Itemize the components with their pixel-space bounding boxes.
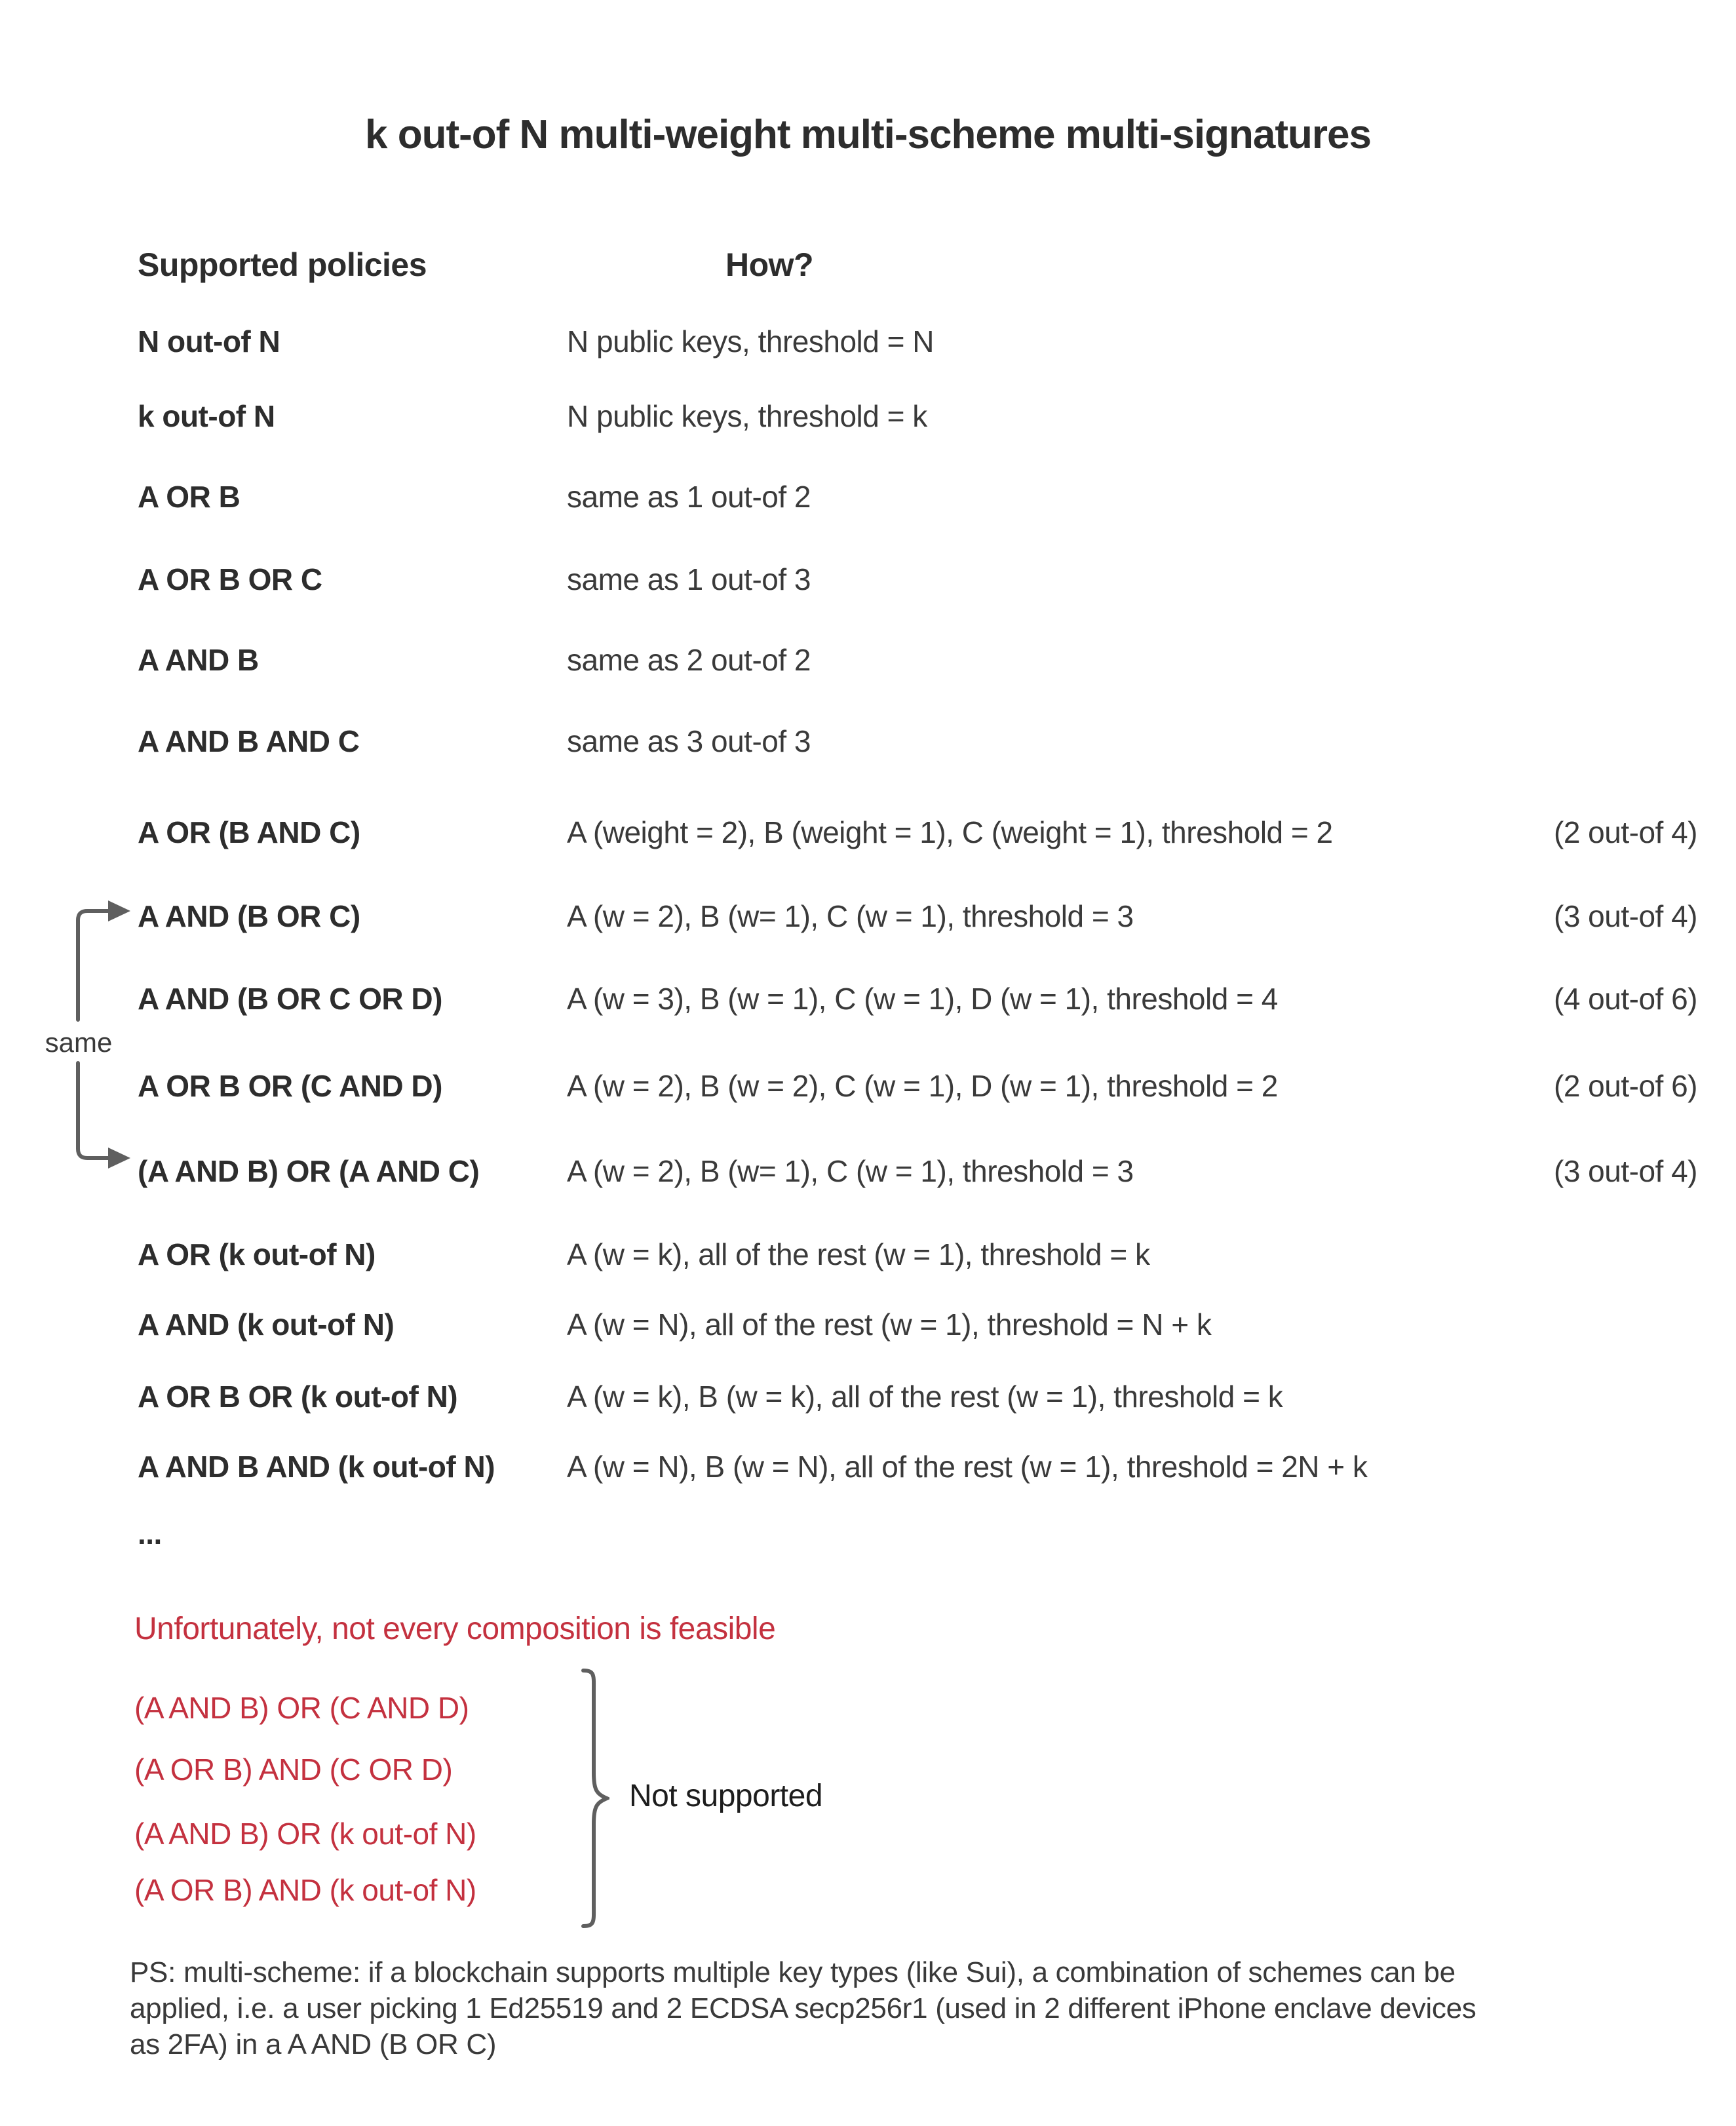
policy-row [138,1514,1697,1553]
page-title: k out-of N multi-weight multi-scheme multi-signatures [365,112,1371,157]
policy-label: A AND B AND C [138,724,360,758]
policy-label: N out-of N [138,324,280,358]
policy-label: A OR B OR C [138,562,322,596]
column-header-how: How? [725,246,814,283]
bracket-line-top [78,911,109,1020]
policy-row [138,1447,1697,1486]
policy-label: A OR (k out-of N) [138,1237,376,1271]
not-supported-brace-icon [577,1668,609,1929]
how-value: A (w = 2), B (w = 2), C (w = 1), D (w = 1), threshold = 2 [567,1069,1278,1103]
policy-row [138,1066,1697,1106]
policy-row [138,322,1697,361]
same-label: same [36,1027,121,1058]
how-value: A (w = k), B (w = k), all of the rest (w = 1), threshold = k [567,1380,1283,1414]
how-value: A (w = N), B (w = N), all of the rest (w = 1), threshold = 2N + k [567,1450,1368,1484]
ps-line: as 2FA) in a A AND (B OR C) [130,2028,497,2060]
ps-line: PS: multi-scheme: if a blockchain supports multiple key types (like Sui), a combination of schemes can be [130,1956,1456,1988]
infeasible-item: (A OR B) AND (C OR D) [134,1752,453,1787]
how-value: A (weight = 2), B (weight = 1), C (weight = 1), threshold = 2 [567,815,1333,849]
policy-row [138,722,1697,761]
how-value: same as 1 out-of 3 [567,562,811,596]
policy-label: A OR B [138,480,241,514]
policy-label: A AND B [138,643,259,677]
policy-label: A OR B OR (k out-of N) [138,1380,458,1414]
ps-line: applied, i.e. a user picking 1 Ed25519 and 2 ECDSA secp256r1 (used in 2 different iPhone enclave devices [130,1992,1476,2024]
policy-row [138,897,1697,936]
how-value: N public keys, threshold = N [567,324,934,358]
bracket-line-bottom [78,1063,109,1158]
policy-label: A AND (B OR C OR D) [138,982,442,1016]
infeasible-item: (A AND B) OR (k out-of N) [134,1817,476,1851]
policy-row [138,560,1697,599]
equivalence-note: (4 out-of 6) [1554,982,1697,1016]
equivalence-note: (2 out-of 6) [1554,1069,1697,1103]
how-value: same as 2 out-of 2 [567,643,811,677]
infeasible-heading: Unfortunately, not every composition is feasible [134,1612,776,1646]
policy-row [138,813,1697,852]
policy-label: A AND (k out-of N) [138,1307,395,1342]
policy-row [138,396,1697,436]
arrow-right-icon [108,900,130,921]
how-value: A (w = 2), B (w= 1), C (w = 1), threshold = 3 [567,899,1134,933]
policy-row [138,1377,1697,1416]
how-value: N public keys, threshold = k [567,399,927,433]
how-value: A (w = 3), B (w = 1), C (w = 1), D (w = 1), threshold = 4 [567,982,1278,1016]
policy-row [138,1305,1697,1344]
how-value: A (w = k), all of the rest (w = 1), threshold = k [567,1237,1150,1271]
policy-label: A AND B AND (k out-of N) [138,1450,495,1484]
policy-label: k out-of N [138,399,275,433]
policy-row [138,640,1697,680]
equivalence-note: (3 out-of 4) [1554,1154,1697,1188]
policy-row [138,477,1697,516]
arrow-right-icon [108,1148,130,1169]
equivalence-note: (3 out-of 4) [1554,899,1697,933]
policy-label: A OR B OR (C AND D) [138,1069,442,1103]
how-value: same as 3 out-of 3 [567,724,811,758]
infeasible-item: (A OR B) AND (k out-of N) [134,1873,476,1907]
how-value: same as 1 out-of 2 [567,480,811,514]
infeasible-item: (A AND B) OR (C AND D) [134,1691,469,1725]
policy-label: (A AND B) OR (A AND C) [138,1154,480,1188]
policy-row [138,1235,1697,1274]
policy-row [138,979,1697,1018]
policy-label: A AND (B OR C) [138,899,360,933]
how-value: A (w = 2), B (w= 1), C (w = 1), threshold = 3 [567,1154,1134,1188]
policy-row [138,1151,1697,1191]
policy-label: ... [138,1517,162,1551]
how-value: A (w = N), all of the rest (w = 1), threshold = N + k [567,1307,1212,1342]
column-header-policies: Supported policies [138,246,427,283]
equivalence-note: (2 out-of 4) [1554,815,1697,849]
policy-label: A OR (B AND C) [138,815,360,849]
not-supported-label: Not supported [629,1779,823,1813]
ps-note [130,1954,1676,2062]
